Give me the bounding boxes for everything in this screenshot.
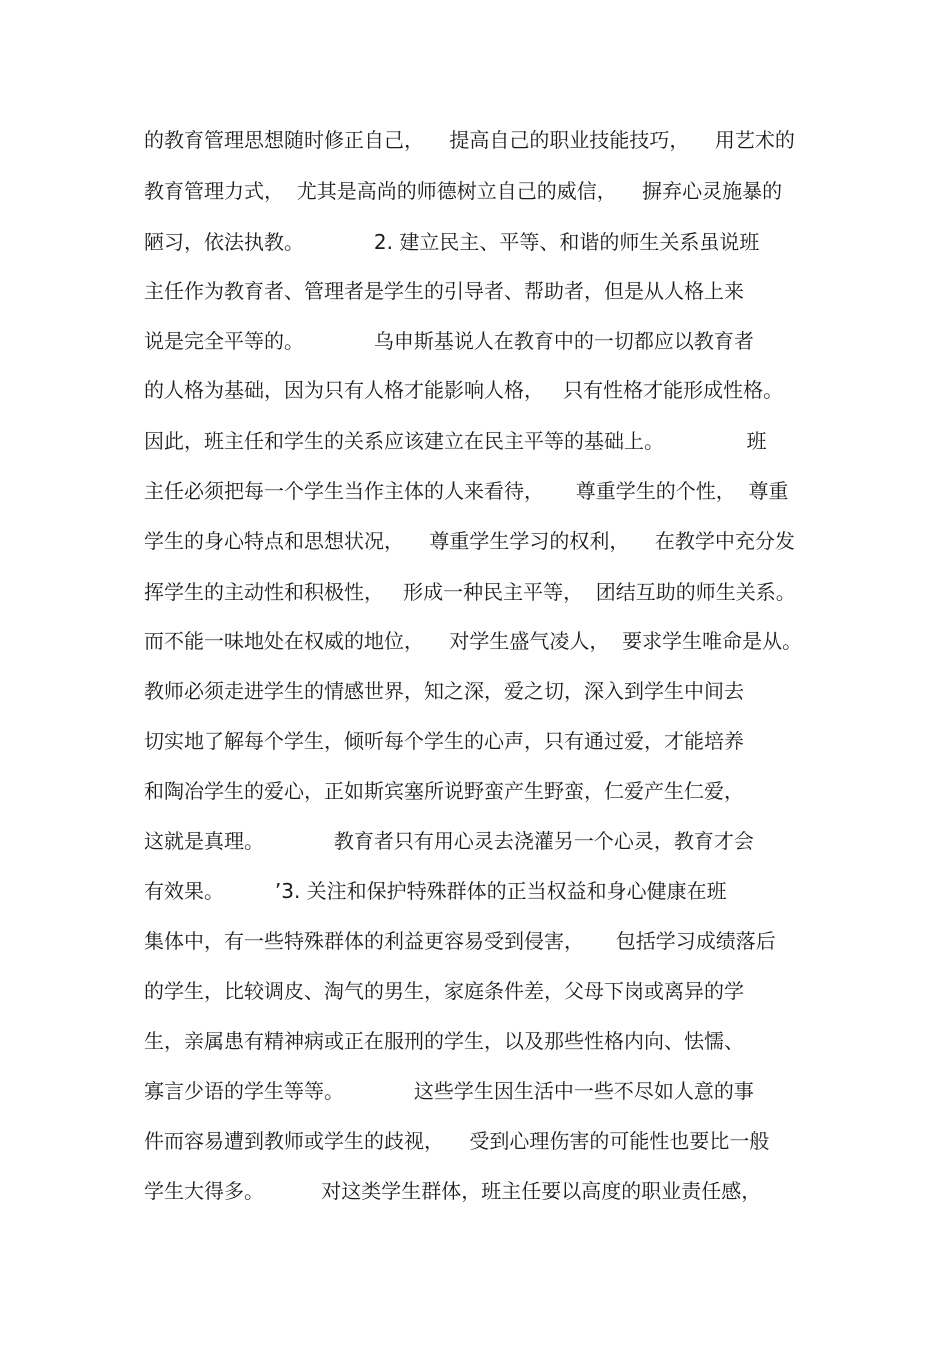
text-line: 教师必须走进学生的情感世界，知之深，爱之切，深入到学生中间去 [144,679,744,703]
text-line: 这就是真理。 教育者只有用心灵去浇灌另一个心灵，教育才会 [144,829,754,853]
text-line: 因此，班主任和学生的关系应该建立在民主平等的基础上。 班 [144,429,767,453]
text-line: 说是完全平等的。 乌申斯基说人在教育中的一切都应以教育者 [144,329,754,353]
text-line: 件而容易遭到教师或学生的歧视， 受到心理伤害的可能性也要比一般 [144,1129,770,1153]
text-line: 而不能一味地处在权威的地位， 对学生盛气凌人， 要求学生唯命是从。 [144,629,803,653]
text-line: 主任作为教育者、管理者是学生的引导者、帮助者，但是从人格上来 [144,279,744,303]
text-line: 寡言少语的学生等等。 这些学生因生活中一些不尽如人意的事 [144,1079,754,1103]
text-line: 挥学生的主动性和积极性， 形成一种民主平等， 团结互助的师生关系。 [144,580,796,604]
text-line: 的学生，比较调皮、淘气的男生，家庭条件差，父母下岗或离异的学 [144,979,744,1003]
text-line: 学生的身心特点和思想状况， 尊重学生学习的权利， 在教学中充分发 [144,529,795,553]
text-line: 学生大得多。 对这类学生群体，班主任要以高度的职业责任感， [144,1179,762,1203]
text-line: 生，亲属患有精神病或正在服刑的学生，以及那些性格内向、怯懦、 [144,1029,744,1053]
text-line: 教育管理力式， 尤其是高尚的师德树立自己的威信， 摒弃心灵施暴的 [144,179,783,203]
text-line: 的教育管理思想随时修正自己， 提高自己的职业技能技巧， 用艺术的 [144,128,795,152]
text-line: 主任必须把每一个学生当作主体的人来看待， 尊重学生的个性， 尊重 [144,479,789,503]
text-line: 陋习，依法执教。 2. 建立民主、平等、和谐的师生关系虽说班 [144,230,760,254]
text-line: 有效果。 ’3. 关注和保护特殊群体的正当权益和身心健康在班 [144,879,727,903]
text-line: 和陶冶学生的爱心，正如斯宾塞所说野蛮产生野蛮，仁爱产生仁爱， [144,779,744,803]
text-line: 切实地了解每个学生，倾听每个学生的心声，只有通过爱，才能培养 [144,729,744,753]
text-line: 的人格为基础，因为只有人格才能影响人格， 只有性格才能形成性格。 [144,378,784,402]
text-line: 集体中，有一些特殊群体的利益更容易受到侵害， 包括学习成绩落后 [144,929,776,953]
